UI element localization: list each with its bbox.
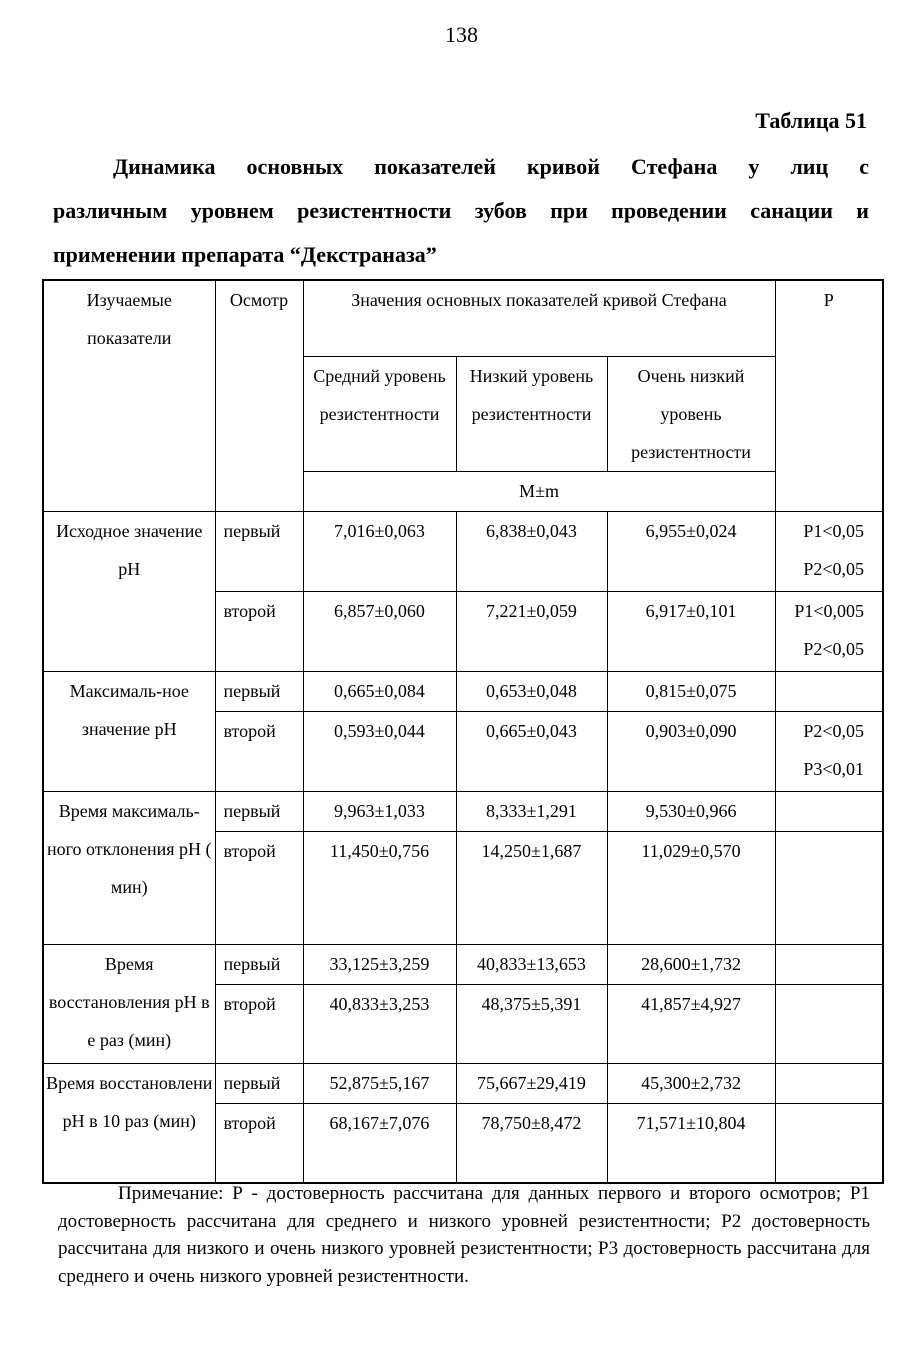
table-note xyxy=(58,1180,870,1290)
p-cell xyxy=(775,511,883,591)
p-cell xyxy=(775,791,883,831)
p-value: Р1<0,005 xyxy=(794,600,865,621)
table-row xyxy=(43,511,883,591)
table-row xyxy=(43,1063,883,1103)
header-level-very-low: Очень низкий уровень резистентности xyxy=(607,356,775,471)
exam-cell: второй xyxy=(215,711,303,791)
p-cell xyxy=(775,711,883,791)
header-level-low: Низкий уровень резистентности xyxy=(456,356,607,471)
value-very-low: 6,917±0,101 xyxy=(607,591,775,671)
value-low: 75,667±29,419 xyxy=(456,1063,607,1103)
caption-line: различным уровнем резистентности зубов при проведении санации и xyxy=(53,198,869,223)
p-value: Р2<0,05 xyxy=(803,720,865,741)
value-medium: 40,833±3,253 xyxy=(303,984,456,1063)
value-low: 78,750±8,472 xyxy=(456,1103,607,1183)
p-cell xyxy=(775,831,883,944)
caption-line: применении препарата “Декстраназа” xyxy=(53,242,437,267)
header-exam: Осмотр xyxy=(215,280,303,511)
exam-cell: второй xyxy=(215,831,303,944)
header-level-medium: Средний уровень резистентности xyxy=(303,356,456,471)
value-medium: 68,167±7,076 xyxy=(303,1103,456,1183)
value-low: 0,665±0,043 xyxy=(456,711,607,791)
results-table xyxy=(42,279,884,1184)
exam-cell: второй xyxy=(215,984,303,1063)
p-cell xyxy=(775,1063,883,1103)
indicator-name: Исходное значение рН xyxy=(43,511,215,671)
value-low: 8,333±1,291 xyxy=(456,791,607,831)
note-text: Примечание: Р - достоверность рассчитана для данных первого и второго осмотров; Р1 достоверность рассчитана для среднего и низкого уровней резистентности; Р2 достоверность рассчитана для низкого и очень низкого уровней резистентности; Р3 достоверность рассчитана для среднего и очень низкого уровней резистентности. xyxy=(58,1183,870,1287)
value-medium: 9,963±1,033 xyxy=(303,791,456,831)
table-label: Таблица 51 xyxy=(755,108,867,133)
header-mm: M±m xyxy=(303,471,775,511)
exam-cell: второй xyxy=(215,591,303,671)
value-low: 14,250±1,687 xyxy=(456,831,607,944)
exam-cell: первый xyxy=(215,791,303,831)
exam-cell: первый xyxy=(215,671,303,711)
exam-cell: первый xyxy=(215,511,303,591)
exam-cell: первый xyxy=(215,944,303,984)
value-medium: 6,857±0,060 xyxy=(303,591,456,671)
value-medium: 0,593±0,044 xyxy=(303,711,456,791)
value-medium: 33,125±3,259 xyxy=(303,944,456,984)
p-cell xyxy=(775,1103,883,1183)
p-cell xyxy=(775,984,883,1063)
value-very-low: 9,530±0,966 xyxy=(607,791,775,831)
value-very-low: 41,857±4,927 xyxy=(607,984,775,1063)
value-low: 48,375±5,391 xyxy=(456,984,607,1063)
value-very-low: 0,903±0,090 xyxy=(607,711,775,791)
exam-cell: первый xyxy=(215,1063,303,1103)
value-medium: 7,016±0,063 xyxy=(303,511,456,591)
indicator-name: Время восстановлени рН в 10 раз (мин) xyxy=(43,1063,215,1183)
p-value: Р3<0,01 xyxy=(803,758,865,779)
value-very-low: 0,815±0,075 xyxy=(607,671,775,711)
p-cell xyxy=(775,591,883,671)
value-very-low: 45,300±2,732 xyxy=(607,1063,775,1103)
p-value: Р2<0,05 xyxy=(803,638,865,659)
table-row xyxy=(43,791,883,831)
header-p: Р xyxy=(775,280,883,511)
value-medium: 52,875±5,167 xyxy=(303,1063,456,1103)
page-number: 138 xyxy=(445,22,478,47)
value-low: 6,838±0,043 xyxy=(456,511,607,591)
value-very-low: 6,955±0,024 xyxy=(607,511,775,591)
value-medium: 11,450±0,756 xyxy=(303,831,456,944)
header-indicators: Изучаемые показатели xyxy=(43,280,215,511)
exam-cell: второй xyxy=(215,1103,303,1183)
value-medium: 0,665±0,084 xyxy=(303,671,456,711)
indicator-name: Время максималь-ного отклонения рН ( мин) xyxy=(43,791,215,944)
value-low: 40,833±13,653 xyxy=(456,944,607,984)
value-very-low: 11,029±0,570 xyxy=(607,831,775,944)
p-cell xyxy=(775,671,883,711)
table-row xyxy=(43,671,883,711)
indicator-name: Время восстановления рН в е раз (мин) xyxy=(43,944,215,1063)
value-very-low: 71,571±10,804 xyxy=(607,1103,775,1183)
table-row xyxy=(43,944,883,984)
p-value: Р1<0,05 xyxy=(803,520,865,541)
header-values-title: Значения основных показателей кривой Стефана xyxy=(303,280,775,356)
indicator-name: Максималь-ное значение рН xyxy=(43,671,215,791)
table-caption xyxy=(53,145,869,277)
p-cell xyxy=(775,944,883,984)
value-low: 0,653±0,048 xyxy=(456,671,607,711)
p-value: Р2<0,05 xyxy=(803,558,865,579)
value-very-low: 28,600±1,732 xyxy=(607,944,775,984)
value-low: 7,221±0,059 xyxy=(456,591,607,671)
caption-line: Динамика основных показателей кривой Стефана у лиц с xyxy=(113,154,869,179)
